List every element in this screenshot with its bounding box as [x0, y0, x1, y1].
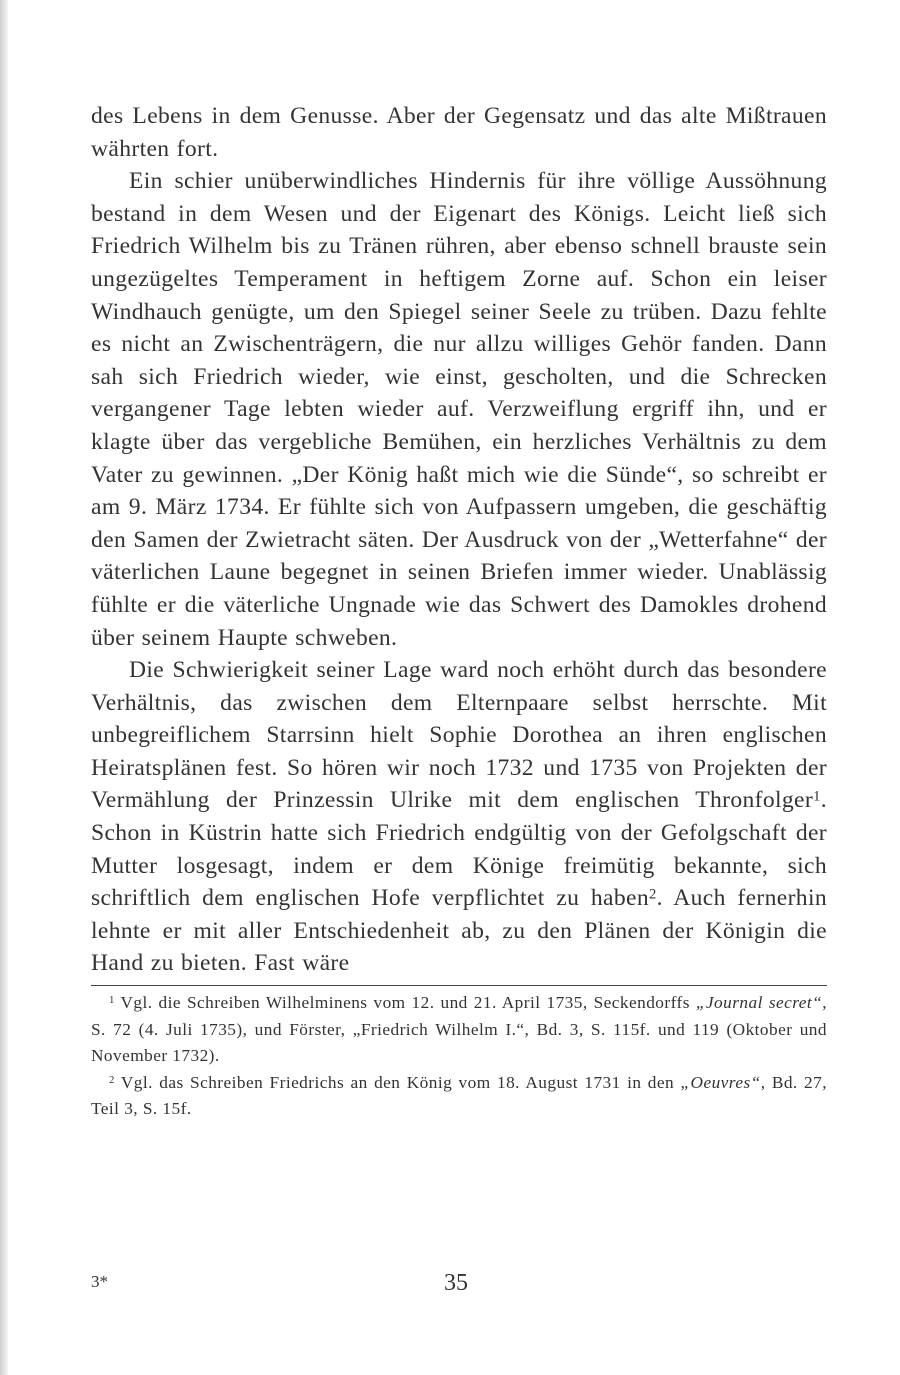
page-content	[91, 100, 827, 1123]
text-run: Ein schier unüberwindliches Hindernis für ihre völlige Aussöhnung bestand in dem Wesen und der Eigenart des Königs. Leicht ließ sich Friedrich Wilhelm bis zu Tränen rühren, aber ebenso schnell brauste sein ungezügeltes Temperament in heftigem Zorne auf. Schon ein leiser Windhauch genügte, um den Spiegel seiner Seele zu trüben. Dazu fehlte es nicht an Zwischenträgern, die nur allzu williges Gehör fanden. Dann sah sich Friedrich wieder, wie einst, gescholten, und die Schrecken vergangener Tage lebten wieder auf. Verzweiflung ergriff ihn, und er klagte über das vergebliche Bemühen, ein herzliches Verhältnis zu dem Vater zu gewinnen. „Der König haßt mich wie die Sünde“, so schreibt er am 9. März 1734. Er fühlte sich von Aufpassern umgeben, die geschäftig den Samen der Zwietracht säten. Der Ausdruck von der „Wetterfahne“ der väterlichen Laune begegnet in seinen Briefen immer wieder. Unablässig fühlte er die väterliche Ungnade wie das Schwert des Damokles drohend über seinem Haupte schweben.	[91, 168, 827, 651]
text-run: . Schon in Küstrin hatte sich Friedrich endgültig von der Gefolgschaft der Mutter losgesagt, indem er dem Könige freimütig bekannte, sich schriftlich dem englischen Hofe verpflichtet zu haben	[91, 787, 827, 912]
footnote-marker: 2	[648, 886, 657, 903]
text-run: Die Schwierigkeit seiner Lage ward noch erhöht durch das besondere Verhältnis, das zwischen dem Elternpaare selbst herrschte. Mit unbegreiflichem Starrsinn hielt Sophie Dorothea an ihren englischen Heiratsplänen fest. So hören wir noch 1732 und 1735 von Projekten der Vermählung der Prinzessin Ulrike mit dem englischen Thronfolger	[91, 657, 827, 814]
text-run: . Auch fernerhin lehnte er mit aller Entschiedenheit ab, zu den Plänen der Königin die Hand zu bieten. Fast wäre	[91, 885, 827, 977]
paragraph-1	[91, 100, 827, 165]
footnote-separator	[91, 985, 827, 986]
text-run: Vgl. das Schreiben Friedrichs an den König vom 18. August 1731 in den	[114, 1072, 681, 1092]
italic-title: „Journal secret“	[695, 993, 823, 1013]
page-edge-shadow	[0, 0, 8, 1375]
footnote-1	[91, 990, 827, 1070]
italic-title: „Oeuvres“	[680, 1072, 761, 1092]
footnotes	[91, 990, 827, 1123]
paragraph-2	[91, 165, 827, 654]
body-text	[91, 100, 827, 980]
text-run: des Lebens in dem Genusse. Aber der Gegensatz und das alte Mißtrauen währten fort.	[91, 103, 827, 162]
text-run: , Bd. 27, Teil 3, S. 15f.	[91, 1072, 827, 1119]
text-run: , S. 72 (4. Juli 1735), und Förster, „Friedrich Wilhelm I.“, Bd. 3, S. 115f. und 119 (Oktober und November 1732).	[91, 993, 828, 1066]
footnote-2	[91, 1070, 827, 1123]
page-number: 35	[444, 1270, 468, 1296]
footnote-marker: 1	[109, 994, 115, 1007]
text-run: Vgl. die Schreiben Wilhelminens vom 12. und 21. April 1735, Seckendorffs	[114, 993, 696, 1013]
footnote-marker: 2	[109, 1073, 115, 1086]
printer-signature: 3*	[91, 1272, 108, 1291]
paragraph-3	[91, 654, 827, 980]
footnote-marker: 1	[813, 788, 821, 805]
